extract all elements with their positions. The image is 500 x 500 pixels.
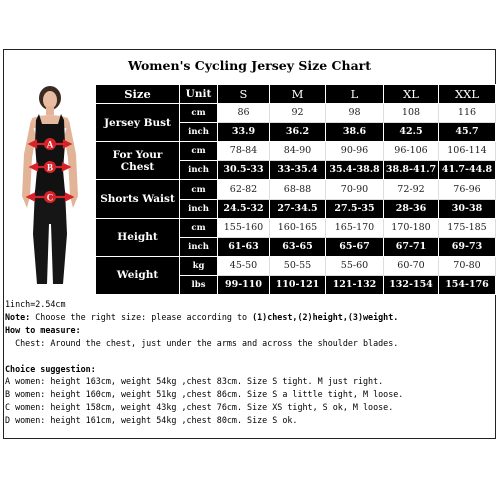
value-cell: 76-96 xyxy=(439,180,496,199)
model-figure xyxy=(5,84,95,287)
value-cell: 106-114 xyxy=(439,142,496,161)
value-cell: 41.7-44.8 xyxy=(439,161,496,180)
unit-cell: lbs xyxy=(180,275,218,294)
value-cell: 70-90 xyxy=(326,180,384,199)
value-cell: 132-154 xyxy=(384,275,439,294)
value-cell: 24.5-32 xyxy=(218,199,270,218)
chart-title: Women's Cycling Jersey Size Chart xyxy=(127,58,372,73)
how-to-measure-heading: How to measure: xyxy=(5,324,81,335)
unit-cell: inch xyxy=(180,123,218,142)
value-cell: 38.8-41.7 xyxy=(384,161,439,180)
unit-cell: kg xyxy=(180,256,218,275)
value-cell: 27.5-35 xyxy=(326,199,384,218)
value-cell: 35.4-38.8 xyxy=(326,161,384,180)
value-cell: 170-180 xyxy=(384,218,439,237)
value-cell: 69-73 xyxy=(439,237,496,256)
value-cell: 67-71 xyxy=(384,237,439,256)
value-cell: 160-165 xyxy=(270,218,326,237)
value-cell: 121-132 xyxy=(326,275,384,294)
value-cell: 30-38 xyxy=(439,199,496,218)
value-cell: 99-110 xyxy=(218,275,270,294)
header-size-s: S xyxy=(218,85,270,104)
value-cell: 30.5-33 xyxy=(218,161,270,180)
marker-b: B xyxy=(46,162,54,173)
suggestion-line: B women: height 160cm, weight 51kg ,chest 86cm. Size S a little tight, M loose. xyxy=(5,389,404,400)
value-cell: 175-185 xyxy=(439,218,496,237)
value-cell: 116 xyxy=(439,104,496,123)
value-cell: 33-35.4 xyxy=(270,161,326,180)
value-cell: 90-96 xyxy=(326,142,384,161)
value-cell: 63-65 xyxy=(270,237,326,256)
unit-cell: cm xyxy=(180,180,218,199)
row-label-weight: Weight xyxy=(96,256,180,294)
value-cell: 110-121 xyxy=(270,275,326,294)
value-cell: 68-88 xyxy=(270,180,326,199)
value-cell: 108 xyxy=(384,104,439,123)
marker-c: C xyxy=(46,192,54,203)
notes-section xyxy=(5,298,495,427)
value-cell: 38.6 xyxy=(326,123,384,142)
header-size: Size xyxy=(96,85,180,104)
row-label-for-your-chest: For Your Chest xyxy=(96,142,180,180)
value-cell: 72-92 xyxy=(384,180,439,199)
value-cell: 92 xyxy=(270,104,326,123)
value-cell: 42.5 xyxy=(384,123,439,142)
unit-cell: inch xyxy=(180,199,218,218)
row-label-jersey-bust: Jersey Bust xyxy=(96,104,180,142)
header-size-xxl: XXL xyxy=(439,85,496,104)
value-cell: 50-55 xyxy=(270,256,326,275)
note-text: Choose the right size: please according to xyxy=(30,311,253,322)
suggestion-line: A women: height 163cm, weight 54kg ,chest 83cm. Size S tight. M just right. xyxy=(5,376,384,387)
value-cell: 155-160 xyxy=(218,218,270,237)
unit-cell: cm xyxy=(180,218,218,237)
value-cell: 28-36 xyxy=(384,199,439,218)
value-cell: 36.2 xyxy=(270,123,326,142)
row-label-shorts-waist: Shorts Waist xyxy=(96,180,180,218)
unit-cell: inch xyxy=(180,237,218,256)
unit-cell: cm xyxy=(180,142,218,161)
value-cell: 65-67 xyxy=(326,237,384,256)
header-size-xl: XL xyxy=(384,85,439,104)
value-cell: 27-34.5 xyxy=(270,199,326,218)
value-cell: 62-82 xyxy=(218,180,270,199)
note-label: Note: xyxy=(5,311,31,322)
size-table xyxy=(95,84,496,295)
choose-size-note xyxy=(5,311,495,324)
note-bold: (1)chest,(2)height,(3)weight. xyxy=(252,311,399,322)
spacer-line xyxy=(5,350,495,363)
choice-suggestion-heading: Choice suggestion: xyxy=(5,363,96,374)
conversion-note: 1inch=2.54cm xyxy=(5,299,66,309)
value-cell: 70-80 xyxy=(439,256,496,275)
table-row xyxy=(96,142,496,161)
value-cell: 33.9 xyxy=(218,123,270,142)
chest-measure-text: Chest: Around the chest, just under the arms and across the shoulder blades. xyxy=(5,337,399,348)
value-cell: 78-84 xyxy=(218,142,270,161)
value-cell: 154-176 xyxy=(439,275,496,294)
header-unit: Unit xyxy=(180,85,218,104)
value-cell: 86 xyxy=(218,104,270,123)
value-cell: 45-50 xyxy=(218,256,270,275)
unit-cell: inch xyxy=(180,161,218,180)
suggestion-line: C women: height 158cm, weight 43kg ,chest 76cm. Size XS tight, S ok, M loose. xyxy=(5,402,394,413)
value-cell: 98 xyxy=(326,104,384,123)
value-cell: 45.7 xyxy=(439,123,496,142)
header-size-l: L xyxy=(326,85,384,104)
table-row xyxy=(96,180,496,199)
header-size-m: M xyxy=(270,85,326,104)
table-header-row xyxy=(96,85,496,104)
value-cell: 165-170 xyxy=(326,218,384,237)
value-cell: 55-60 xyxy=(326,256,384,275)
row-label-height: Height xyxy=(96,218,180,256)
unit-cell: cm xyxy=(180,104,218,123)
marker-a: A xyxy=(46,139,54,150)
value-cell: 96-106 xyxy=(384,142,439,161)
table-row xyxy=(96,218,496,237)
table-row xyxy=(96,256,496,275)
value-cell: 60-70 xyxy=(384,256,439,275)
suggestion-line: D women: height 161cm, weight 54kg ,chest 80cm. Size S ok. xyxy=(5,415,298,426)
value-cell: 84-90 xyxy=(270,142,326,161)
value-cell: 61-63 xyxy=(218,237,270,256)
table-row xyxy=(96,104,496,123)
